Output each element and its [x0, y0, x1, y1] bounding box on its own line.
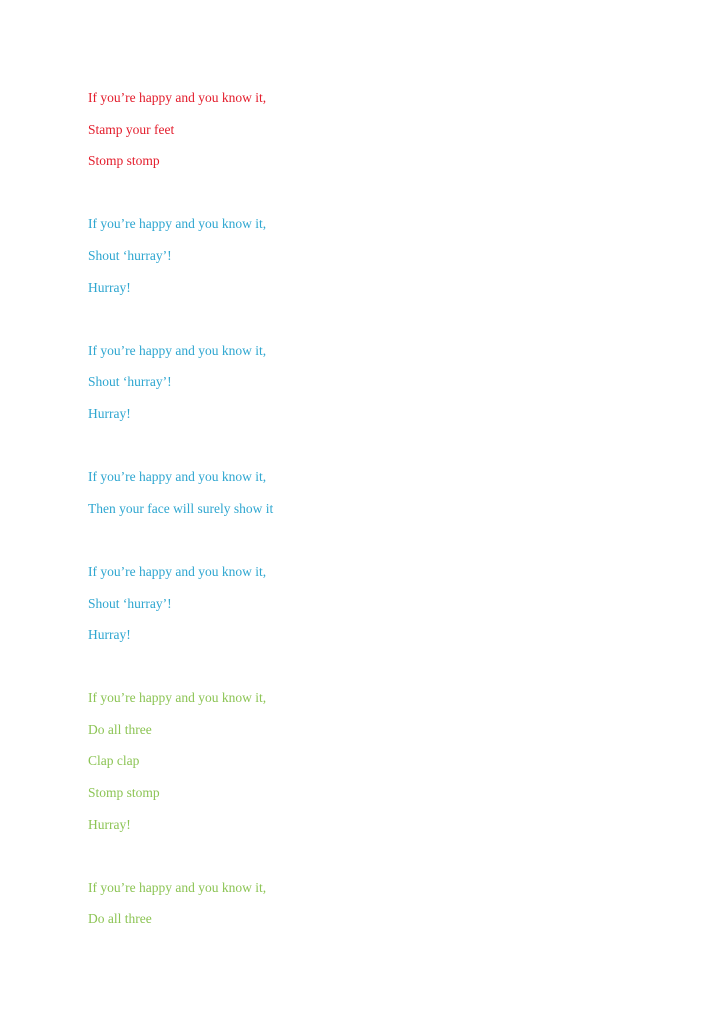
lyric-line: Clap clap — [88, 753, 140, 769]
verse — [88, 341, 273, 436]
lyric-line: If you’re happy and you know it, — [88, 90, 267, 105]
verse-spacer — [88, 183, 273, 215]
verse — [88, 467, 273, 530]
lyric-line: If you’re happy and you know it, — [88, 879, 267, 895]
verse — [88, 88, 273, 183]
verse-spacer — [88, 309, 273, 341]
lyric-line: If you’re happy and you know it, — [88, 342, 267, 358]
lyric-line: If you’re happy and you know it, — [88, 563, 267, 579]
verse — [88, 562, 273, 657]
lyric-line: If you’re happy and you know it, — [88, 690, 267, 706]
lyric-line: Do all three — [88, 721, 152, 737]
verse — [88, 688, 273, 846]
verse-spacer — [88, 657, 273, 689]
song-lyrics — [88, 88, 273, 941]
verse-spacer — [88, 436, 273, 468]
verse-spacer — [88, 530, 273, 562]
verse — [88, 878, 273, 941]
lyric-line: Hurray! — [88, 405, 131, 421]
verse-spacer — [88, 846, 273, 878]
lyric-line: Hurray! — [88, 816, 131, 832]
verse — [88, 214, 273, 309]
lyric-line: Shout ‘hurray’! — [88, 247, 172, 263]
lyric-line: Do all three — [88, 911, 152, 927]
lyric-line: Shout ‘hurray’! — [88, 374, 172, 390]
lyric-line: Shout ‘hurray’! — [88, 595, 172, 611]
lyric-line: If you’re happy and you know it, — [88, 469, 267, 485]
lyric-line: Then your face will surely show it — [88, 500, 274, 516]
lyric-line: If you’re happy and you know it, — [88, 216, 267, 232]
lyric-line: Hurray! — [88, 279, 131, 295]
lyric-line: Stomp stomp — [88, 153, 160, 169]
lyric-line: Stamp your feet — [88, 121, 175, 137]
lyric-line: Stomp stomp — [88, 785, 160, 801]
lyric-line: Hurray! — [88, 627, 131, 643]
